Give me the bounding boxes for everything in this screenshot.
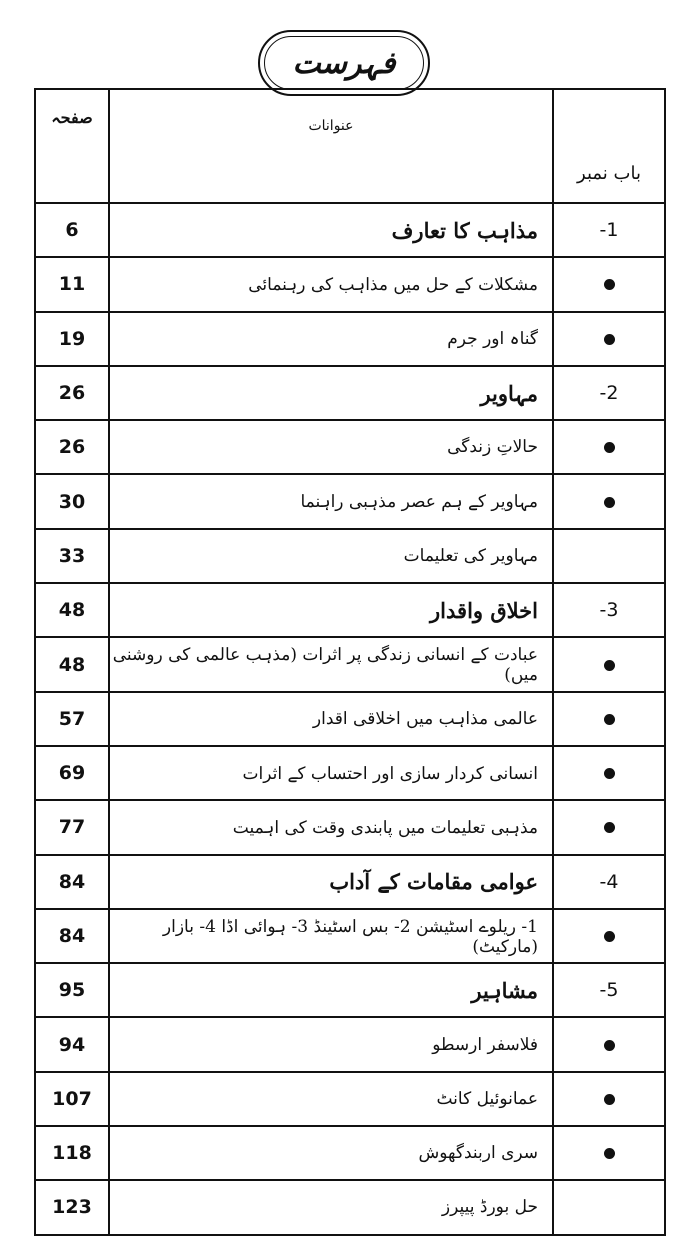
topic-title: حل بورڈ پیپرز [109, 1180, 553, 1234]
header-page: صفحہ [35, 89, 109, 203]
contents-row [35, 583, 665, 637]
topic-title: مہاویر کی تعلیمات [109, 529, 553, 583]
chapter-title: مذاہب کا تعارف [109, 203, 553, 257]
bullet-icon [604, 497, 615, 508]
chapter-title: مہاویر [109, 366, 553, 420]
contents-row [35, 1126, 665, 1180]
page-title: فہرست [292, 45, 396, 81]
page-number: 48 [35, 583, 109, 637]
chapter-number [553, 1180, 665, 1234]
chapter-number: -5 [553, 963, 665, 1017]
topic-title: انسانی کردار سازی اور احتساب کے اثرات [109, 746, 553, 800]
bullet-icon [604, 931, 615, 942]
bullet-icon [604, 822, 615, 833]
bullet-cell [553, 420, 665, 474]
page-number: 11 [35, 257, 109, 311]
page-number: 118 [35, 1126, 109, 1180]
topic-title: 1- ریلوے اسٹیشن 2- بس اسٹینڈ 3- ہوائی اڈا 4- بازار (مارکیٹ) [109, 909, 553, 963]
page-number: 84 [35, 855, 109, 909]
title-frame [258, 30, 430, 96]
page-number: 94 [35, 1017, 109, 1071]
contents-row [35, 800, 665, 854]
page-number: 19 [35, 312, 109, 366]
contents-row [35, 746, 665, 800]
bullet-icon [604, 334, 615, 345]
contents-row [35, 1072, 665, 1126]
topic-title: فلاسفر ارسطو [109, 1017, 553, 1071]
bullet-icon [604, 279, 615, 290]
bullet-icon [604, 1148, 615, 1159]
chapter-number: -3 [553, 583, 665, 637]
topic-title: مشکلات کے حل میں مذاہب کی رہنمائی [109, 257, 553, 311]
chapter-title: اخلاق واقدار [109, 583, 553, 637]
page-number: 48 [35, 637, 109, 691]
topic-title: عبادت کے انسانی زندگی پر اثرات (مذہب عالمی کی روشنی میں) [109, 637, 553, 691]
chapter-number: -1 [553, 203, 665, 257]
topic-title: عمانوئیل کانٹ [109, 1072, 553, 1126]
bullet-cell [553, 312, 665, 366]
contents-row [35, 529, 665, 583]
contents-row [35, 637, 665, 691]
bullet-icon [604, 768, 615, 779]
bullet-cell [553, 474, 665, 528]
chapter-number: -4 [553, 855, 665, 909]
chapter-title: مشاہیر [109, 963, 553, 1017]
page-number: 95 [35, 963, 109, 1017]
chapter-number [553, 529, 665, 583]
page-number: 6 [35, 203, 109, 257]
contents-row [35, 366, 665, 420]
page-number: 26 [35, 420, 109, 474]
bullet-icon [604, 1040, 615, 1051]
contents-row [35, 257, 665, 311]
page-number: 33 [35, 529, 109, 583]
header-topics: عنوانات [109, 89, 553, 203]
topic-title: سری اربندگھوش [109, 1126, 553, 1180]
bullet-cell [553, 909, 665, 963]
bullet-icon [604, 660, 615, 671]
contents-row [35, 909, 665, 963]
contents-row [35, 420, 665, 474]
contents-row [35, 855, 665, 909]
bullet-cell [553, 746, 665, 800]
page-number: 69 [35, 746, 109, 800]
bullet-cell [553, 1072, 665, 1126]
topic-title: گناہ اور جرم [109, 312, 553, 366]
bullet-cell [553, 692, 665, 746]
topic-title: حالاتِ زندگی [109, 420, 553, 474]
chapter-number: -2 [553, 366, 665, 420]
contents-row [35, 963, 665, 1017]
bullet-cell [553, 257, 665, 311]
page-number: 26 [35, 366, 109, 420]
contents-row [35, 1017, 665, 1071]
contents-row [35, 312, 665, 366]
chapter-title: عوامی مقامات کے آداب [109, 855, 553, 909]
page-number: 57 [35, 692, 109, 746]
contents-row [35, 692, 665, 746]
topic-title: مہاویر کے ہم عصر مذہبی راہنما [109, 474, 553, 528]
contents-row [35, 474, 665, 528]
contents-table [34, 88, 666, 1236]
page-number: 123 [35, 1180, 109, 1234]
topic-title: مذہبی تعلیمات میں پابندی وقت کی اہمیت [109, 800, 553, 854]
page-number: 107 [35, 1072, 109, 1126]
bullet-cell [553, 1017, 665, 1071]
contents-row [35, 203, 665, 257]
bullet-cell [553, 1126, 665, 1180]
contents-row [35, 1180, 665, 1234]
bullet-cell [553, 637, 665, 691]
bullet-icon [604, 442, 615, 453]
bullet-icon [604, 714, 615, 725]
header-chapter: باب نمبر [553, 89, 665, 203]
bullet-cell [553, 800, 665, 854]
header-row [35, 89, 665, 203]
page-number: 77 [35, 800, 109, 854]
page-number: 84 [35, 909, 109, 963]
bullet-icon [604, 1094, 615, 1105]
topic-title: عالمی مذاہب میں اخلاقی اقدار [109, 692, 553, 746]
page-number: 30 [35, 474, 109, 528]
